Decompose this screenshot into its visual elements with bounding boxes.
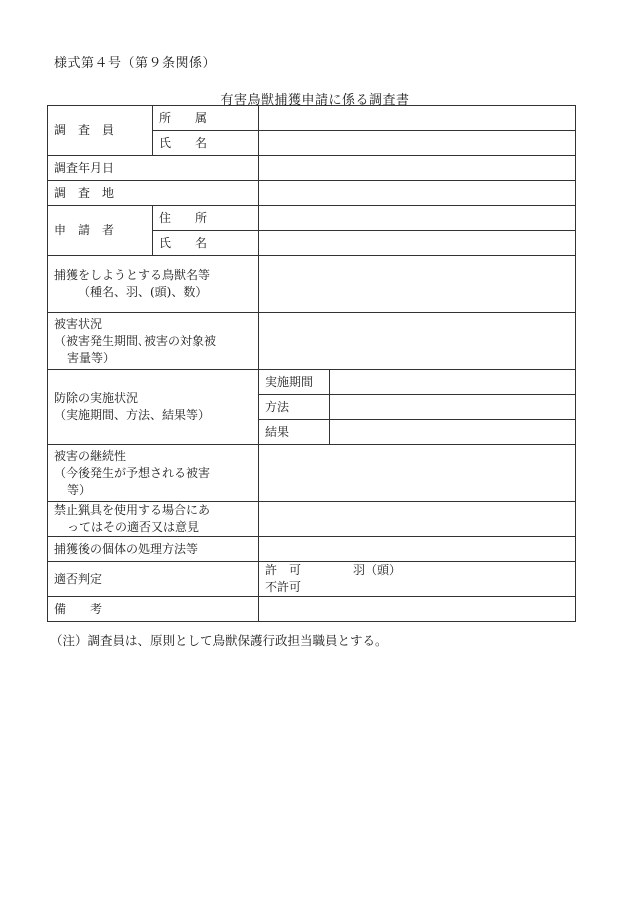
judgment-label: 適否判定 [48,562,259,597]
row-continuity [48,445,576,502]
prevention-method-label: 方法 [259,395,330,420]
affiliation-label: 所 属 [153,106,259,131]
survey-date-label: 調査年月日 [48,156,259,181]
prohibited-tools-label [48,502,259,537]
document-title: 有害鳥獣捕獲申請に係る調査書 [220,93,410,108]
remarks-input[interactable] [259,597,576,622]
row-prevention-period [48,370,576,395]
form-number: 様式第４号（第９条関係） [54,56,217,71]
damage-input[interactable] [259,313,576,370]
prevention-period-input[interactable] [330,370,576,395]
survey-place-label: 調 査 地 [48,181,259,206]
disposal-label: 捕獲後の個体の処理方法等 [48,537,259,562]
row-species [48,256,576,313]
applicant-address-input[interactable] [259,206,576,231]
species-label-line2: （種名、羽、(頭)、数） [78,285,208,299]
applicant-name-input[interactable] [259,231,576,256]
damage-label-line1: 被害状況 [54,316,103,331]
continuity-label-line3: 等） [67,482,92,497]
prohibited-tools-line2: ってはその適否又は意見 [67,520,200,534]
applicant-label: 申 請 者 [48,206,153,256]
prevention-result-label: 結果 [259,420,330,445]
prevention-method-input[interactable] [330,395,576,420]
permit-line [265,562,569,579]
row-survey-place [48,181,576,206]
footnote: （注）調査員は、原則として鳥獣保護行政担当職員とする。 [50,633,388,648]
species-label-line1: 捕獲をしようとする鳥獣名等 [54,268,211,282]
continuity-label-line2: （今後発生が予想される被害 [54,465,211,480]
row-survey-date [48,156,576,181]
prevention-label [48,370,259,445]
prevention-period-label: 実施期間 [259,370,330,395]
continuity-label-line1: 被害の継続性 [54,448,127,463]
row-applicant-address [48,206,576,231]
species-input[interactable] [259,256,576,313]
survey-date-input[interactable] [259,156,576,181]
row-judgment [48,562,576,597]
prevention-result-input[interactable] [330,420,576,445]
judgment-options[interactable] [259,562,576,597]
continuity-label [48,445,259,502]
survey-form-table [47,105,576,622]
affiliation-input[interactable] [259,106,576,131]
prohibited-tools-line1: 禁止猟具を使用する場合にあ [54,503,211,517]
damage-label-line2: （被害発生期間､被害の対象被 [54,333,217,348]
survey-place-input[interactable] [259,181,576,206]
row-remarks [48,597,576,622]
row-investigator-affiliation [48,106,576,131]
species-label [48,256,259,313]
applicant-name-label: 氏 名 [153,231,259,256]
damage-label-line3: 害量等） [67,350,116,365]
count-unit: 羽（頭） [353,563,402,577]
applicant-address-label: 住 所 [153,206,259,231]
investigator-label: 調 査 員 [48,106,153,156]
row-disposal [48,537,576,562]
deny-option[interactable]: 不許可 [265,580,302,594]
investigator-name-label: 氏 名 [153,131,259,156]
prevention-label-line1: 防除の実施状況 [54,391,139,405]
row-prohibited-tools [48,502,576,537]
continuity-input[interactable] [259,445,576,502]
row-damage [48,313,576,370]
permit-option[interactable]: 許 可 [265,563,302,577]
remarks-label: 備 考 [48,597,259,622]
prevention-label-line2: （実施期間、方法、結果等） [54,408,211,422]
disposal-input[interactable] [259,537,576,562]
damage-label [48,313,259,370]
investigator-name-input[interactable] [259,131,576,156]
prohibited-tools-input[interactable] [259,502,576,537]
